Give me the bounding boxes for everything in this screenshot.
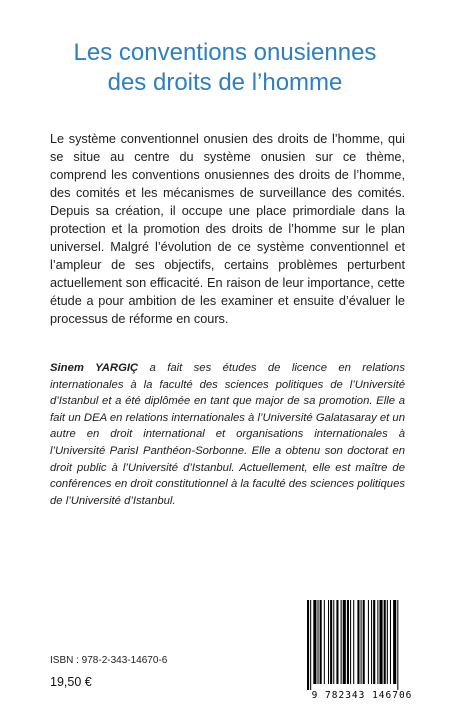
- book-title: [0, 38, 450, 98]
- barcode-bar: [371, 600, 372, 684]
- barcode-bar: [350, 600, 351, 684]
- barcode-bar: [324, 600, 325, 684]
- title-line-2: des droits de l’homme: [107, 69, 343, 96]
- author-bio-text: a fait ses études de licence en relations internationales à la faculté des sciences politiques de l’Université d’Istanbul et a été diplômée en tant que major de sa promotion. Elle a fait un DEA en relations internationales à l’Université Galatasaray et un autre en droit international et organisations internationales à l’Université ParisI Panthéon-Sorbonne. Elle a obtenu son doctorat en droit public à l’Université d’Istanbul. Actuellement, elle est maître de conférences en droit constitutionnel à la faculté des sciences politiques de l’Université d’Istanbul.: [50, 362, 405, 507]
- book-summary: Le système conventionnel onusien des droits de l’homme, qui se situe au centre du système onusien sur ce thème, comprend les conventions onusiennes des droits de l’homme, des comités et les mécanismes de surveillance des comités. Depuis sa création, il occupe une place primordiale dans la protection et la promotion des droits de l’homme sur le plan universel. Malgré l’évolution de ce système conventionnel et l’ampleur de ses objectifs, certains problèmes perturbent actuellement son efficacité. En raison de leur importance, cette étude a pour ambition de les examiner et ensuite d’évaluer le processus de réforme en cours.: [50, 132, 405, 326]
- barcode-bar: [343, 600, 346, 684]
- barcode-bar: [333, 600, 334, 684]
- barcode-bars: [303, 600, 421, 690]
- author-bio: [50, 360, 405, 509]
- barcode-bar: [368, 600, 369, 684]
- barcode-bar: [318, 600, 319, 684]
- barcode-bar: [320, 600, 322, 684]
- barcode-bar: [377, 600, 378, 684]
- barcode-bar: [307, 600, 309, 690]
- barcode-bar: [373, 600, 375, 684]
- price-label: 19,50 €: [50, 675, 92, 689]
- barcode-bar: [357, 600, 359, 684]
- barcode-bar: [384, 600, 386, 684]
- barcode: [303, 600, 421, 704]
- barcode-bar: [341, 600, 342, 684]
- barcode-bar: [387, 600, 388, 684]
- barcode-bar: [361, 600, 362, 684]
- barcode-bar: [363, 600, 365, 684]
- barcode-bar: [393, 600, 396, 684]
- isbn-label: ISBN : 978-2-343-14670-6: [50, 655, 168, 666]
- barcode-bar: [313, 600, 316, 684]
- barcode-bar: [347, 600, 349, 684]
- title-line-1: Les conventions onusiennes: [73, 39, 377, 66]
- barcode-bar: [330, 600, 332, 684]
- barcode-bar: [310, 600, 311, 690]
- barcode-bar: [328, 600, 329, 684]
- barcode-digits: 9 782343 146706: [311, 690, 413, 701]
- barcode-bar: [353, 600, 354, 684]
- barcode-bar: [336, 600, 338, 684]
- barcode-bar: [390, 600, 391, 684]
- barcode-bar: [379, 600, 382, 684]
- barcode-bar: [397, 600, 398, 690]
- author-name: Sinem YARGIÇ: [50, 362, 139, 374]
